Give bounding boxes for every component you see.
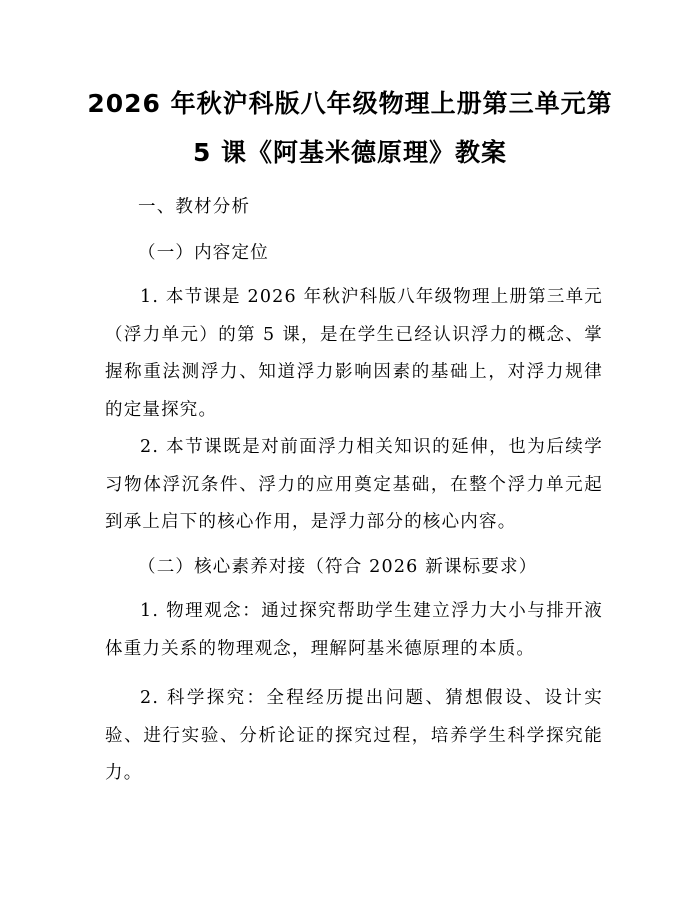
document-title-line-2: 5 课《阿基米德原理》教案 — [192, 138, 508, 167]
paragraph-2: 2. 本节课既是对前面浮力相关知识的延伸，也为后续学习物体浮沉条件、浮力的应用奠定基础，在整个浮力单元起到承上启下的核心作用，是浮力部分的核心内容。 — [105, 437, 603, 532]
paragraph-3: 1. 物理观念：通过探究帮助学生建立浮力大小与排开液体重力关系的物理观念，理解阿基米德原理的本质。 — [105, 601, 603, 659]
section-heading-textbook-analysis: 一、教材分析 — [138, 197, 251, 217]
subsection-heading-core-literacy: （二）核心素养对接（符合 2026 新课标要求） — [138, 557, 538, 577]
subsection-heading-content-positioning: （一）内容定位 — [138, 243, 269, 263]
paragraph-1: 1. 本节课是 2026 年秋沪科版八年级物理上册第三单元（浮力单元）的第 5 课，是在学生已经认识浮力的概念、掌握称重法测浮力、知道浮力影响因素的基础上，对浮力规律的定量探究。 — [105, 287, 603, 420]
paragraph-4: 2. 科学探究：全程经历提出问题、猜想假设、设计实验、进行实验、分析论证的探究过程，培养学生科学探究能力。 — [105, 688, 603, 783]
document-title-line-1: 2026 年秋沪科版八年级物理上册第三单元第 — [87, 89, 613, 118]
